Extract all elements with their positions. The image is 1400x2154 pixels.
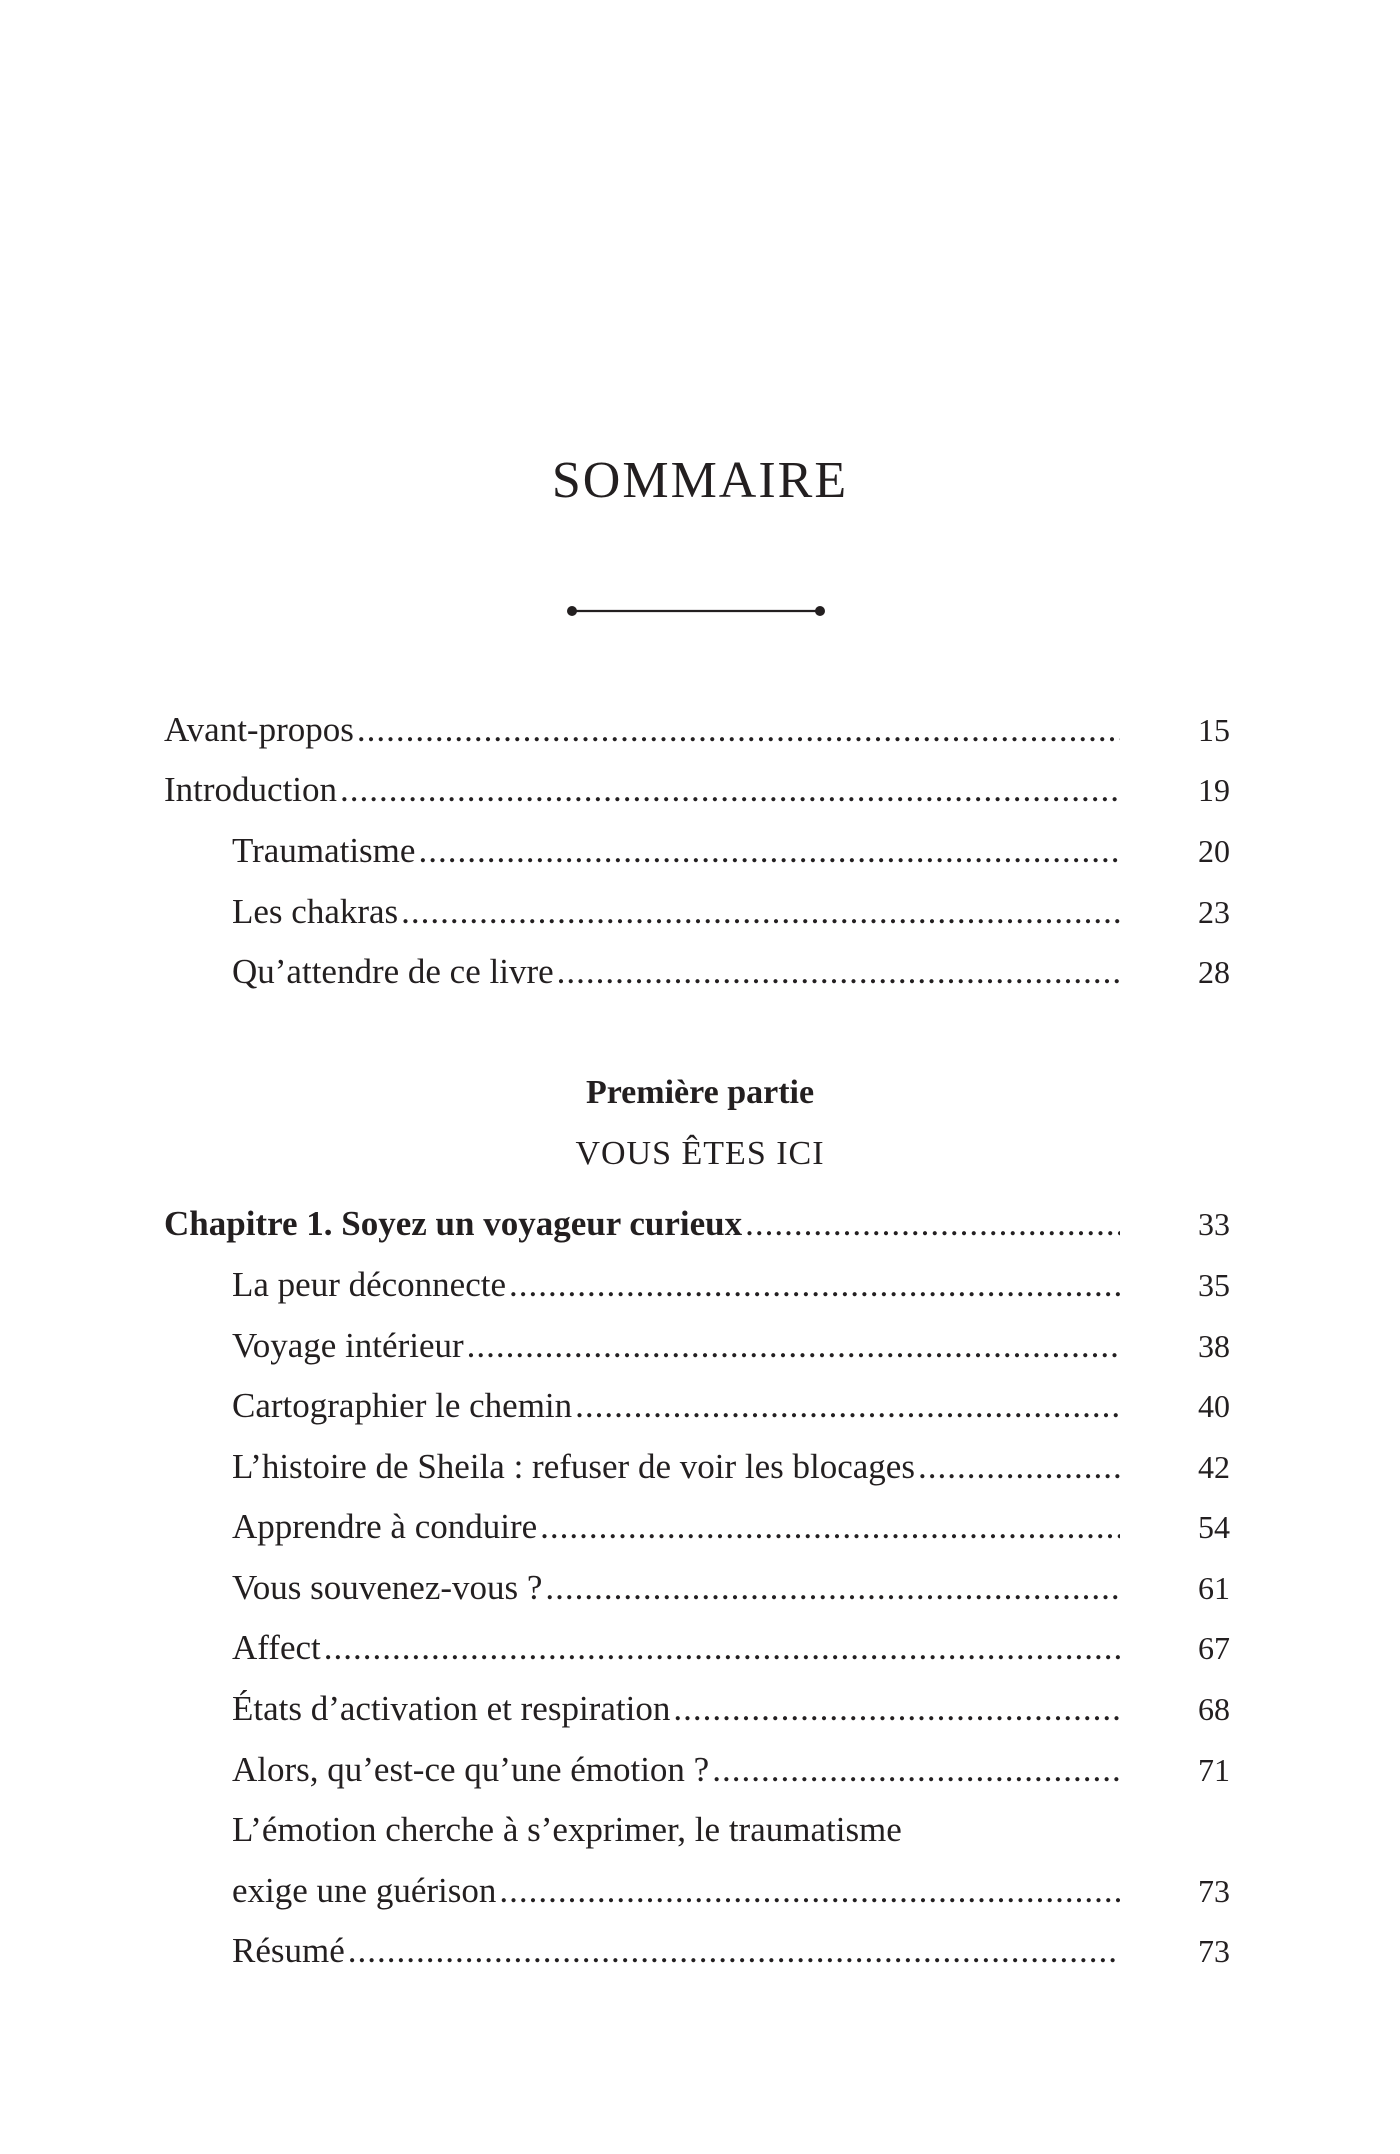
dot-leader bbox=[401, 882, 1120, 942]
toc-entry-title: Voyage intérieur bbox=[232, 1326, 464, 1365]
toc-entry-histoire-sheila[interactable] bbox=[0, 1437, 1400, 1497]
toc-entry-affect[interactable] bbox=[0, 1618, 1400, 1678]
toc-entry-emotion-line1[interactable] bbox=[0, 1800, 1400, 1860]
toc-page-number: 15 bbox=[1198, 712, 1230, 748]
toc-entry-title: Résumé bbox=[232, 1931, 345, 1970]
toc-entry-emotion-guerison[interactable] bbox=[0, 1861, 1400, 1921]
dot-leader bbox=[348, 1921, 1120, 1981]
toc-entry-cartographier[interactable] bbox=[0, 1376, 1400, 1436]
toc-entry-alors-emotion[interactable] bbox=[0, 1740, 1400, 1800]
toc-entry-title: Apprendre à conduire bbox=[232, 1507, 538, 1546]
dot-leader bbox=[340, 760, 1120, 820]
dot-leader bbox=[499, 1861, 1120, 1921]
toc-chapter-1[interactable] bbox=[0, 1194, 1400, 1254]
toc-page-number: 42 bbox=[1198, 1449, 1230, 1485]
toc-entry-title: Vous souvenez-vous ? bbox=[232, 1568, 543, 1607]
dot-leader bbox=[545, 1558, 1120, 1618]
toc-chapter-title: Chapitre 1. Soyez un voyageur curieux bbox=[164, 1204, 743, 1243]
toc-page-number: 40 bbox=[1198, 1388, 1230, 1424]
toc-entry-title: Les chakras bbox=[232, 892, 399, 931]
toc-entry-title: Affect bbox=[232, 1628, 321, 1667]
toc-entry-title: La peur déconnecte bbox=[232, 1265, 507, 1304]
dot-leader bbox=[673, 1679, 1120, 1739]
dot-leader bbox=[467, 1316, 1120, 1376]
dot-leader bbox=[745, 1194, 1120, 1254]
toc-entry-avant-propos[interactable] bbox=[0, 700, 1400, 760]
toc-entry-title: L’histoire de Sheila : refuser de voir les blocages bbox=[232, 1447, 915, 1486]
dot-leader bbox=[918, 1437, 1120, 1497]
toc-entry-title: États d’activation et respiration bbox=[232, 1689, 671, 1728]
toc-page-number: 19 bbox=[1198, 772, 1230, 808]
toc-page-number: 54 bbox=[1198, 1509, 1230, 1545]
toc-entry-quattendre[interactable] bbox=[0, 942, 1400, 1002]
toc-entry-title: Cartographier le chemin bbox=[232, 1386, 573, 1425]
dot-leader bbox=[324, 1618, 1120, 1678]
dot-leader bbox=[712, 1740, 1120, 1800]
toc-page-number: 35 bbox=[1198, 1267, 1230, 1303]
toc-page-number: 68 bbox=[1198, 1691, 1230, 1727]
toc-entry-resume[interactable] bbox=[0, 1921, 1400, 1981]
ornament-divider bbox=[566, 596, 826, 626]
toc-page-number: 67 bbox=[1198, 1630, 1230, 1666]
toc-entry-traumatisme[interactable] bbox=[0, 821, 1400, 881]
part-name: VOUS ÊTES ICI bbox=[575, 1135, 825, 1172]
dot-leader bbox=[418, 821, 1120, 881]
dot-leader bbox=[357, 700, 1120, 760]
toc-entry-title: Introduction bbox=[164, 770, 338, 809]
toc-page-number: 61 bbox=[1198, 1570, 1230, 1606]
toc-entry-introduction[interactable] bbox=[0, 760, 1400, 820]
dot-leader bbox=[575, 1376, 1120, 1436]
toc-entry-title: exige une guérison bbox=[232, 1871, 497, 1910]
toc-page-number: 20 bbox=[1198, 833, 1230, 869]
toc-entry-la-peur[interactable] bbox=[0, 1255, 1400, 1315]
toc-page-number: 73 bbox=[1198, 1873, 1230, 1909]
toc-entry-title: Traumatisme bbox=[232, 831, 416, 870]
toc-page-number: 23 bbox=[1198, 894, 1230, 930]
toc-page-number: 28 bbox=[1198, 954, 1230, 990]
toc-entry-apprendre[interactable] bbox=[0, 1497, 1400, 1557]
toc-entry-les-chakras[interactable] bbox=[0, 882, 1400, 942]
part-label: Première partie bbox=[585, 1074, 815, 1111]
toc-entry-title: Avant-propos bbox=[164, 710, 354, 749]
toc-page-number: 38 bbox=[1198, 1328, 1230, 1364]
toc-entry-title: Alors, qu’est-ce qu’une émotion ? bbox=[232, 1750, 710, 1789]
toc-page-number: 33 bbox=[1198, 1206, 1230, 1242]
toc-entry-vous-souvenez[interactable] bbox=[0, 1558, 1400, 1618]
dot-leader bbox=[509, 1255, 1120, 1315]
toc-page-number: 73 bbox=[1198, 1933, 1230, 1969]
dot-leader bbox=[540, 1497, 1120, 1557]
toc-entry-title: Qu’attendre de ce livre bbox=[232, 952, 554, 991]
toc-entry-title-line1: L’émotion cherche à s’exprimer, le traumatisme bbox=[232, 1810, 902, 1849]
toc-entry-voyage-interieur[interactable] bbox=[0, 1316, 1400, 1376]
toc-page-number: 71 bbox=[1198, 1752, 1230, 1788]
page-title: SOMMAIRE bbox=[551, 452, 849, 509]
toc-entry-etats-activation[interactable] bbox=[0, 1679, 1400, 1739]
dot-leader bbox=[557, 942, 1120, 1002]
